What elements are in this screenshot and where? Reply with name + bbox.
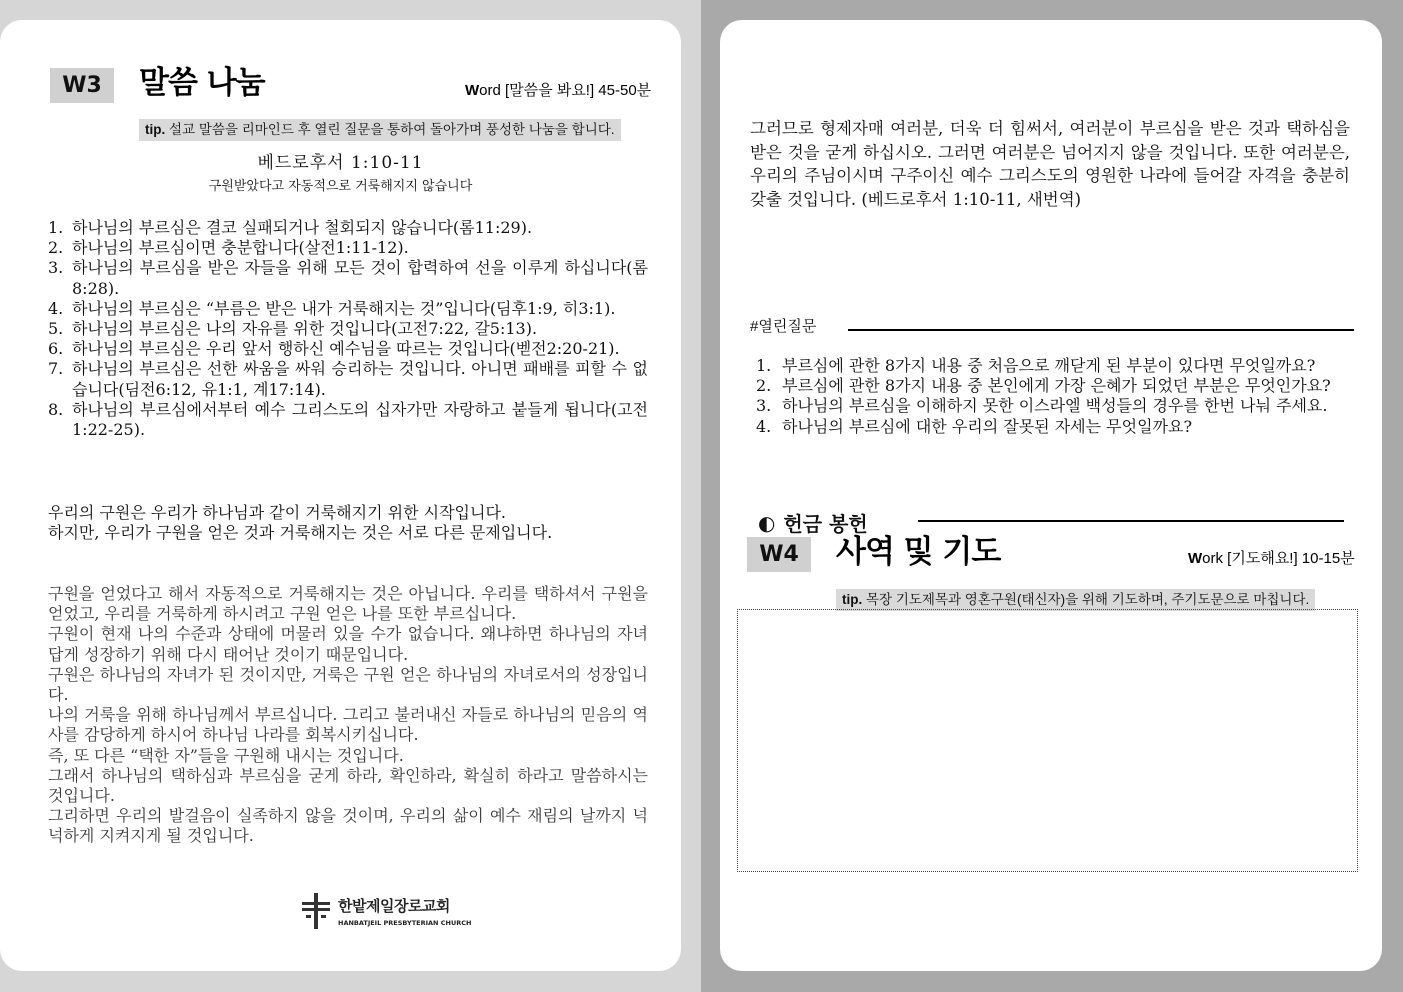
list-item-number: 3. [48,258,64,278]
list-item-text: 부르심에 관한 8가지 내용 중 본인에게 가장 은혜가 되었던 부분은 무엇인가요? [782,376,1331,396]
body-paragraphs [48,584,648,847]
list-item-number: 2. [48,238,64,258]
tip-banner [139,119,621,141]
verse-reference: 베드로후서 1:10-11 [257,153,424,173]
logo-church-name: 한밭제일장로교회 [338,897,450,915]
list-item-text: 하나님의 부르심을 이해하지 못한 이스라엘 백성들의 경우를 한번 나눠 주세요. [782,396,1328,416]
body-paragraph: 그리하면 우리의 발걸음이 실족하지 않을 것이며, 우리의 삶이 예수 재림의 날까지 넉넉하게 지켜지게 될 것입니다. [48,806,648,846]
list-item [48,339,648,359]
summary-line: 우리의 구원은 우리가 하나님과 같이 거룩해지기 위한 시작입니다. [48,503,507,522]
list-item-text: 하나님의 부르심을 받은 자들을 위해 모든 것이 합력하여 선을 이루게 하십니다(롬8:28). [72,258,648,298]
tip-label: tip. [842,592,863,607]
section-title-ministry-prayer: 사역 및 기도 [836,534,1001,570]
section-title-sermon: 말씀 나눔 [139,65,265,101]
logo-text [338,895,471,927]
half-circle-icon: ◐ [758,510,776,535]
body-paragraph: 구원은 하나님의 자녀가 된 것이지만, 거룩은 구원 얻은 하나님의 자녀로서의 성장입니다. [48,664,648,705]
list-item-number: 1. [48,218,64,237]
list-item-text: 하나님의 부르심은 우리 앞서 행하신 예수님을 따르는 것입니다(벧전2:20-21). [72,339,620,359]
open-questions-list [756,356,1336,437]
list-item [48,238,648,258]
list-item-text: 하나님의 부르심이면 충분합니다(살전1:11-12). [72,238,409,258]
body-paragraph: 구원을 얻었다고 해서 자동적으로 거룩해지는 것은 아닙니다. 우리를 택하셔서 구원을 얻었고, 우리를 거룩하게 하시려고 구원 얻은 나를 또한 부르십니다. [48,584,648,624]
body-paragraph: 즉, 또 다른 “택한 자”들을 구원해 내시는 것입니다. [48,745,404,765]
tip-label: tip. [145,122,166,137]
list-item-text: 하나님의 부르심은 나의 자유를 위한 것입니다(고전7:22, 갈5:13). [72,319,538,339]
time-label [1188,547,1355,568]
list-item-number: 7. [48,359,64,379]
list-item-number: 2. [756,376,772,396]
verse-text: 그러므로 형제자매 여러분, 더욱 더 힘써서, 여러분이 부르심을 받은 것과 택하심을 받은 것을 굳게 하십시오. 그러면 여러분은 넘어지지 않을 것입니다. 또한 여러분은, 우리의 주님이시며 구주이신 예수 그리스도의 영원한 나라에 들어갈 자격을 충분히 갖출 것입니다. (베드로후서 1:10-11, 새번역) [750,119,1350,209]
verse-subtitle: 구원받았다고 자동적으로 거룩해지지 않습니다 [208,179,473,194]
list-item-text: 부르심에 관한 8가지 내용 중 처음으로 깨닫게 된 부분이 있다면 무엇일까요? [782,356,1316,375]
time-label-text: ord [말씀을 봐요!] 45-50분 [479,82,652,99]
church-logo [300,893,471,929]
body-paragraph: 나의 거룩을 위해 하나님께서 부르십니다. 그리고 불러내신 자들로 하나님의 믿음의 역사를 감당하게 하시어 하나님 나라를 회복시키십니다. [48,705,648,745]
list-item [756,356,1336,376]
list-item [756,376,1336,396]
body-paragraph: 구원이 현재 나의 수준과 상태에 머물러 있을 수가 없습니다. 왜냐하면 하나님의 자녀답게 성장하기 위해 다시 태어난 것이기 때문입니다. [48,624,648,664]
list-item [48,258,648,298]
cross-icon [300,893,332,929]
list-item-number: 6. [48,339,64,359]
time-label-initial: W [465,82,480,99]
list-item-text: 하나님의 부르심은 선한 싸움을 싸워 승리하는 것입니다. 아니면 패배를 피할 수 없습니다(딤전6:12, 유1:1, 계17:14). [72,359,648,399]
time-label-initial: W [1188,550,1203,567]
tip-banner [836,589,1315,611]
logo-church-english-name: HANBATJEIL PRESBYTERIAN CHURCH [338,919,472,927]
list-item-number: 3. [756,396,772,416]
page-right [720,20,1382,971]
list-item-text: 하나님의 부르심에 대한 우리의 잘못된 자세는 무엇일까요? [782,416,1193,436]
prayer-notes-box[interactable] [737,609,1358,872]
list-item-text: 하나님의 부르심은 “부름은 받은 내가 거룩해지는 것”입니다(딤후1:9, 히3:1). [72,298,616,318]
list-item-number: 1. [756,356,772,375]
page-left [0,20,681,971]
body-paragraph: 그래서 하나님의 택하심과 부르심을 굳게 하라, 확인하라, 확실히 하라고 말씀하시는 것입니다. [48,765,648,806]
list-item-text: 하나님의 부르심에서부터 예수 그리스도의 십자가만 자랑하고 붙들게 됩니다(고전1:22-25). [72,399,648,440]
section-badge-w3: W3 [50,68,114,103]
list-item [48,400,648,440]
open-questions-divider [848,329,1354,331]
list-item-number: 4. [756,416,772,436]
list-item-text: 하나님의 부르심은 결코 실패되거나 철회되지 않습니다(롬11:29). [72,218,533,237]
offering-heading [758,508,868,537]
tip-text: 설교 말씀을 리마인드 후 열린 질문을 통하여 돌아가며 풍성한 나눔을 합니다. [165,122,615,137]
time-label [465,79,651,100]
list-item [756,396,1336,416]
tip-text: 목장 기도제목과 영혼구원(태신자)을 위해 기도하며, 주기도문으로 마칩니다. [862,592,1310,607]
summary-line: 하지만, 우리가 구원을 얻은 것과 거룩해지는 것은 서로 다른 문제입니다. [48,523,553,543]
section-badge-w4: W4 [747,537,811,572]
list-item [48,319,648,339]
list-item [756,417,1336,437]
time-label-text: ork [기도해요!] 10-15분 [1202,550,1355,567]
summary-paragraph [48,503,648,543]
list-item [48,299,648,319]
list-item-number: 4. [48,298,64,318]
offering-divider [918,520,1344,522]
offering-label: 헌금 봉헌 [783,512,868,536]
list-item [48,359,648,399]
open-questions-label: #열린질문 [750,318,817,335]
calling-points-list [48,218,648,440]
list-item-number: 8. [48,399,64,419]
list-item [48,218,648,238]
list-item-number: 5. [48,319,64,339]
